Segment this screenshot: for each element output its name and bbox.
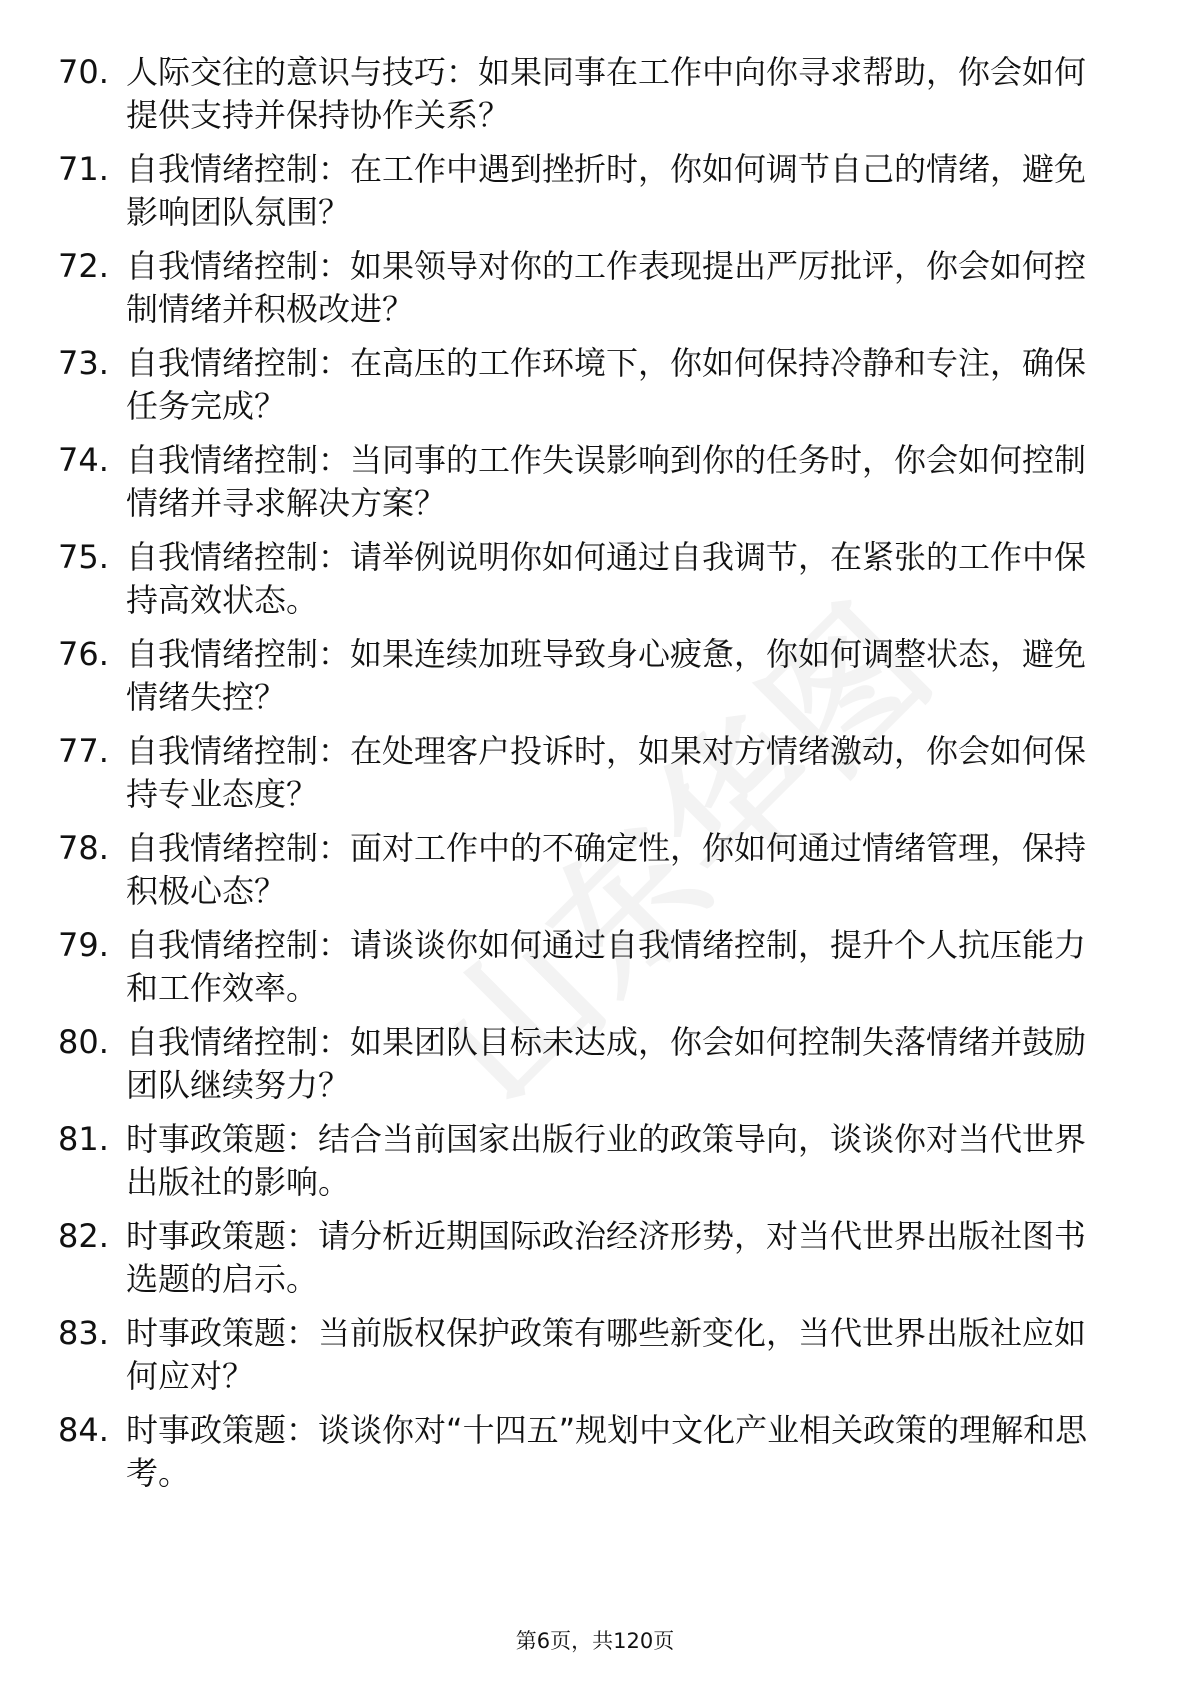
question-number: 74. [58, 441, 109, 479]
question-item [58, 1215, 1138, 1312]
question-text: 自我情绪控制：在处理客户投诉时，如果对方情绪激动，你会如何保持专业态度？ [126, 732, 1087, 813]
question-number: 73. [58, 344, 109, 382]
page-footer: 第6页，共120页 [515, 1629, 675, 1653]
question-item [58, 148, 1138, 245]
question-item [58, 1409, 1138, 1506]
question-number: 80. [58, 1023, 109, 1061]
question-text: 自我情绪控制：在工作中遇到挫折时，你如何调节自己的情绪，避免影响团队氛围？ [126, 150, 1087, 231]
question-item [58, 1312, 1138, 1409]
question-text: 自我情绪控制：面对工作中的不确定性，你如何通过情绪管理，保持积极心态？ [126, 829, 1087, 910]
question-text: 自我情绪控制：在高压的工作环境下，你如何保持冷静和专注，确保任务完成？ [126, 344, 1087, 425]
question-text: 时事政策题：谈谈你对“十四五”规划中文化产业相关政策的理解和思考。 [126, 1411, 1088, 1492]
question-item [58, 1118, 1138, 1215]
question-text: 自我情绪控制：请举例说明你如何通过自我调节，在紧张的工作中保持高效状态。 [126, 538, 1087, 619]
question-item [58, 51, 1138, 148]
question-item [58, 730, 1138, 827]
question-list [58, 51, 1138, 1506]
question-text: 时事政策题：请分析近期国际政治经济形势，对当代世界出版社图书选题的启示。 [126, 1217, 1087, 1298]
question-text: 时事政策题：结合当前国家出版行业的政策导向，谈谈你对当代世界出版社的影响。 [126, 1120, 1087, 1201]
question-text: 自我情绪控制：如果连续加班导致身心疲惫，你如何调整状态，避免情绪失控？ [126, 635, 1087, 716]
question-number: 79. [58, 926, 109, 964]
question-number: 82. [58, 1217, 109, 1255]
question-number: 75. [58, 538, 109, 576]
question-item [58, 245, 1138, 342]
question-item [58, 1021, 1138, 1118]
question-item [58, 536, 1138, 633]
question-text: 自我情绪控制：请谈谈你如何通过自我情绪控制，提升个人抗压能力和工作效率。 [126, 926, 1087, 1007]
question-item [58, 633, 1138, 730]
question-number: 72. [58, 247, 109, 285]
question-item [58, 827, 1138, 924]
question-number: 70. [58, 53, 109, 91]
question-text: 自我情绪控制：如果领导对你的工作表现提出严厉批评，你会如何控制情绪并积极改进？ [126, 247, 1087, 328]
question-number: 83. [58, 1314, 109, 1352]
question-number: 81. [58, 1120, 109, 1158]
question-text: 人际交往的意识与技巧：如果同事在工作中向你寻求帮助，你会如何提供支持并保持协作关系？ [126, 53, 1087, 134]
question-number: 84. [58, 1411, 109, 1449]
question-number: 78. [58, 829, 109, 867]
question-item [58, 924, 1138, 1021]
question-text: 自我情绪控制：如果团队目标未达成，你会如何控制失落情绪并鼓励团队继续努力？ [126, 1023, 1087, 1104]
question-number: 77. [58, 732, 109, 770]
question-text: 自我情绪控制：当同事的工作失误影响到你的任务时，你会如何控制情绪并寻求解决方案？ [126, 441, 1087, 522]
question-item [58, 439, 1138, 536]
question-number: 71. [58, 150, 109, 188]
question-number: 76. [58, 635, 109, 673]
question-item [58, 342, 1138, 439]
question-text: 时事政策题：当前版权保护政策有哪些新变化，当代世界出版社应如何应对？ [126, 1314, 1087, 1395]
